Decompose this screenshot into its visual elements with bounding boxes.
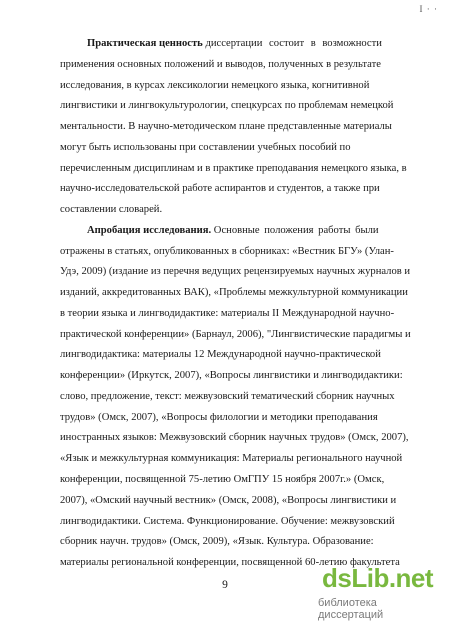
- paragraph-2-line: в теории языка и лингводидактике: материалы II Международной научно-: [60, 307, 395, 319]
- paragraph-1-line: могут быть использованы при составлении учебных пособий по: [60, 141, 351, 153]
- paragraph-2-line: изданий, аккредитованных ВАК), «Проблемы межкультурной коммуникации: [60, 287, 408, 299]
- heading-approbation: Апробация исследования.: [87, 224, 212, 236]
- dslib-watermark: [318, 563, 446, 621]
- scan-mark: I · ·: [419, 4, 438, 14]
- heading-practical-value: Практическая ценность: [87, 38, 203, 49]
- paragraph-2-line: Удэ, 2009) (издание из перечня ведущих рецензируемых научных журналов и: [60, 266, 411, 278]
- paragraph-2-line: лингводидактика: материалы 12 Международной научно-практической: [60, 349, 381, 361]
- paragraph-1-line: ментальности. В научно-методическом плане представленные материалы: [60, 121, 392, 132]
- paragraph-2-line: конференции» (Иркутск, 2007), «Вопросы лингвистики и лингводидактики:: [60, 370, 403, 382]
- paragraph-2-line: материалы региональной конференции, посвященной 60-летию факультета: [60, 557, 400, 568]
- paragraph-2-line-1: Апробация исследования. Основные положения работы были: [87, 224, 379, 236]
- paragraph-1-line: исследования, в курсах лексикологии немецкого языка, когнитивной: [60, 79, 370, 91]
- paragraph-2-line: трудов» (Омск, 2007), «Вопросы филологии и методики преподавания: [60, 411, 378, 423]
- page-number: 9: [222, 579, 228, 591]
- paragraph-2-line: лингводидактики. Система. Функционирование. Обучение: межвузовский: [60, 515, 395, 527]
- paragraph-2-line: сборник научн. трудов» (Омск, 2009), «Язык. Культура. Образование:: [60, 536, 374, 548]
- paragraph-2-line: 2007), «Омский научный вестник» (Омск, 2008), «Вопросы лингвистики и: [60, 494, 397, 506]
- paragraph-1-line: лингвистики и лингвокультурологии, спецкурсах по проблемам немецкой: [60, 100, 394, 112]
- paragraph-1-line: применения основных положений и выводов, полученных в результате: [60, 58, 381, 70]
- paragraph-1-line: научно-исследовательской работе аспирантов и студентов, а также при: [60, 183, 380, 195]
- paragraph-2-line: «Язык и межкультурная коммуникация: Материалы регионального научной: [60, 453, 403, 465]
- paragraph-2-line: иностранных языков: Межвузовский сборник научных трудов» (Омск, 2007),: [60, 432, 409, 444]
- paragraph-1-line: составлении словарей.: [60, 204, 163, 216]
- paragraph-1-line: перечисленным дисциплинам и в практике преподавания немецкого языка, в: [60, 162, 407, 174]
- dslib-caption: библиотека диссертаций: [318, 597, 384, 621]
- dslib-logo: dsLib.net: [322, 563, 434, 593]
- paragraph-2-line: конференции, посвященной 75-летию ОмГПУ 15 ноября 2007г.» (Омск,: [60, 474, 385, 485]
- paragraph-2-line: отражены в статьях, опубликованных в сборниках: «Вестник БГУ» (Улан-: [60, 245, 394, 257]
- paragraph-1-line-1: Практическая ценность диссертации состоит в возможности: [87, 38, 382, 49]
- paragraph-2-line: практической конференции» (Барнаул, 2006), "Лингвистические парадигмы и: [60, 328, 411, 340]
- paragraph-2-line: слово, предложение, текст: межвузовский тематический сборник научных: [60, 390, 395, 402]
